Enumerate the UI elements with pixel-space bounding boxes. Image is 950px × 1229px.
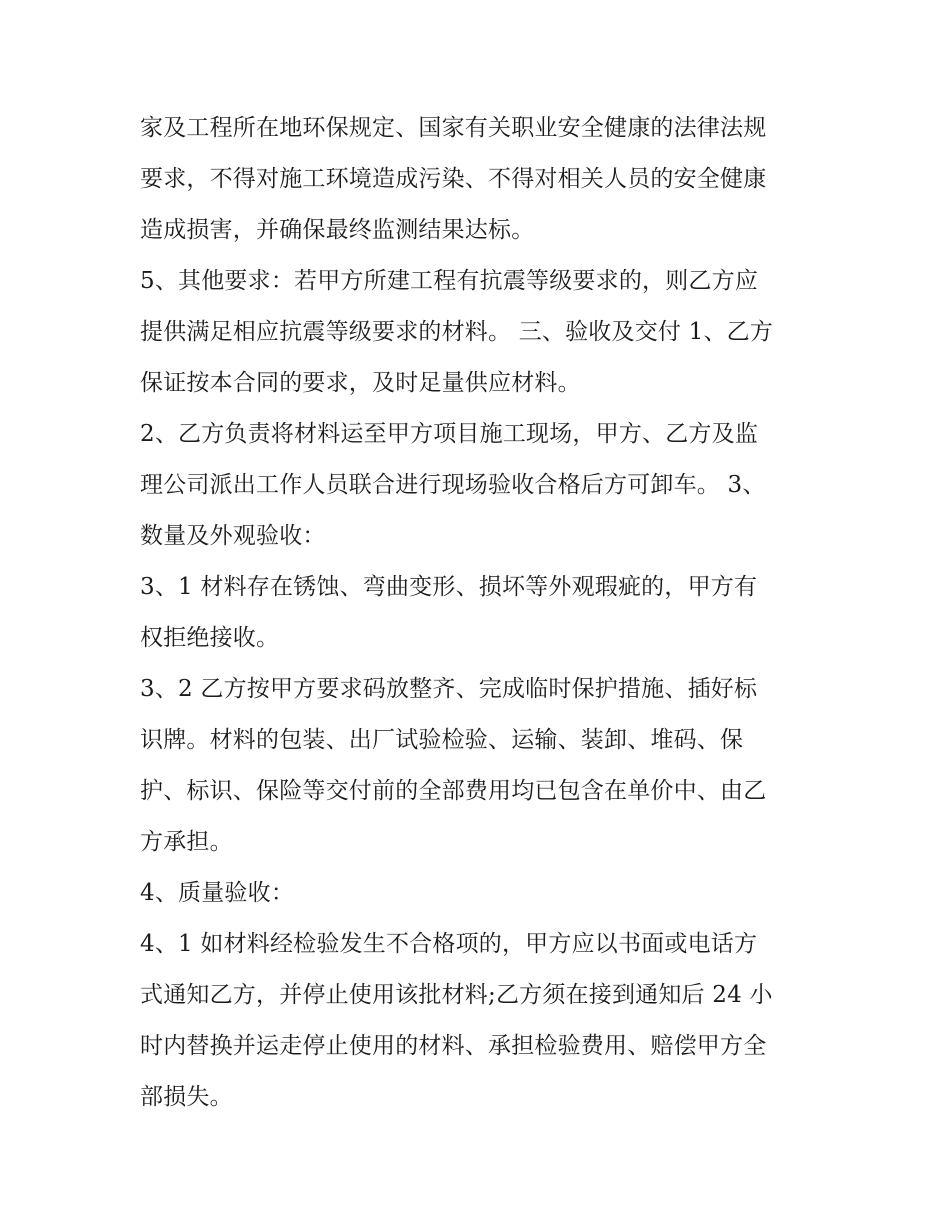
text-line: 4、质量验收：	[140, 880, 295, 906]
text-line: 护、标识、保险等交付前的全部费用均已包含在单价中、由乙	[140, 778, 767, 804]
text-line: 造成损害，并确保最终监测结果达标。	[140, 217, 535, 243]
text-line: 2、乙方负责将材料运至甲方项目施工现场，甲方、乙方及监	[140, 421, 759, 447]
text-line: 数量及外观验收：	[140, 523, 326, 549]
text-line: 3、2 乙方按甲方要求码放整齐、完成临时保护措施、插好标	[140, 676, 758, 702]
text-line: 时内替换并运走停止使用的材料、承担检验费用、赔偿甲方全	[140, 1033, 767, 1059]
text-line: 权拒绝接收。	[140, 625, 280, 651]
text-line: 部损失。	[140, 1084, 233, 1110]
text-line: 3、1 材料存在锈蚀、弯曲变形、损坏等外观瑕疵的，甲方有	[140, 574, 758, 600]
text-line: 提供满足相应抗震等级要求的材料。 三、验收及交付 1、乙方	[140, 319, 774, 345]
text-line: 5、其他要求：若甲方所建工程有抗震等级要求的，则乙方应	[140, 268, 759, 294]
text-line: 要求，不得对施工环境造成污染、不得对相关人员的安全健康	[140, 166, 767, 192]
text-line: 保证按本合同的要求，及时足量供应材料。	[140, 370, 581, 396]
text-line: 式通知乙方，并停止使用该批材料;乙方须在接到通知后 24 小	[140, 982, 773, 1008]
text-line: 识牌。材料的包装、出厂试验检验、运输、装卸、堆码、保	[140, 727, 744, 753]
text-line: 理公司派出工作人员联合进行现场验收合格后方可卸车。 3、	[140, 472, 766, 498]
text-line: 方承担。	[140, 829, 233, 855]
text-line: 4、1 如材料经检验发生不合格项的，甲方应以书面或电话方	[140, 931, 758, 957]
text-line: 家及工程所在地环保规定、国家有关职业安全健康的法律法规	[140, 115, 767, 141]
